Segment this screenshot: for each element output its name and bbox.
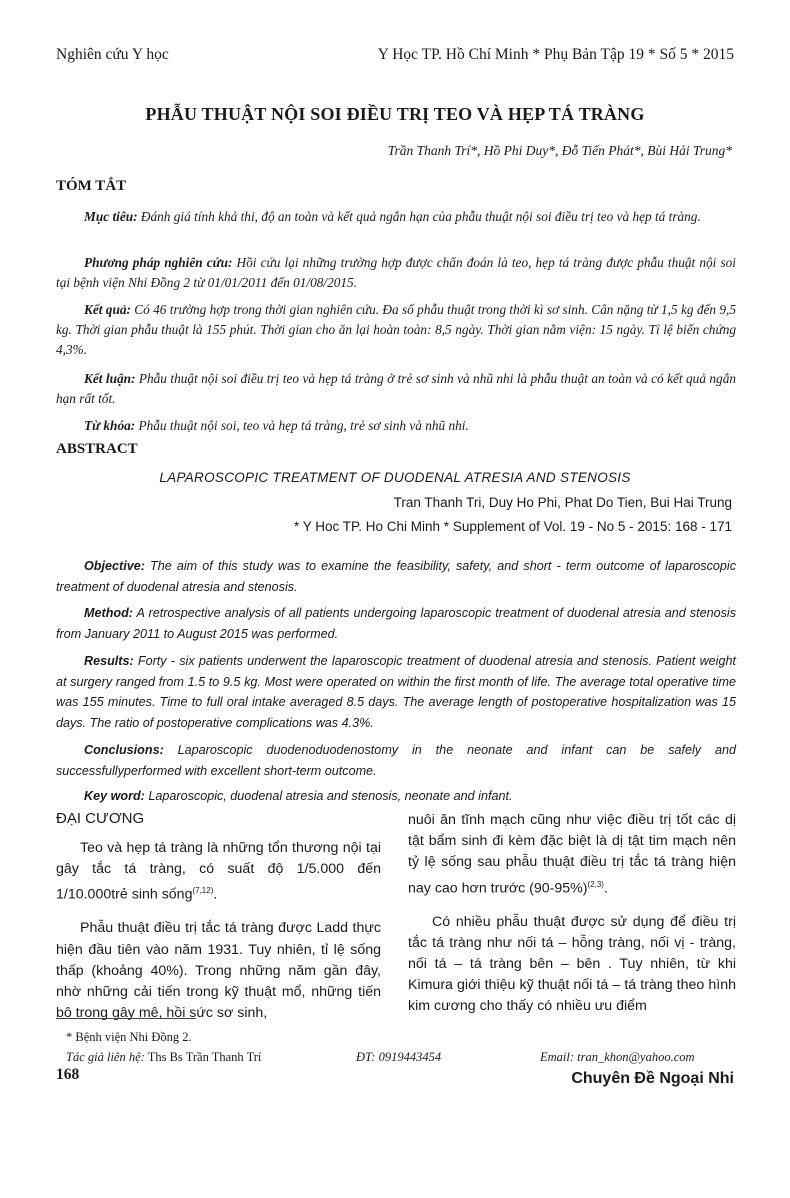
intro-p1-text: Teo và hẹp tá tràng là những tổn thương nội tại gây tắc tá tràng, có suất độ 1/5.000 đến 1/10.000trẻ sinh sống xyxy=(56,840,381,904)
contact-name: Ths Bs Trần Thanh Trí xyxy=(144,1050,262,1064)
abstract-keywords-label: Key word: xyxy=(84,789,145,803)
abstract-method-label: Method: xyxy=(84,606,133,620)
intro-p1-end: . xyxy=(213,887,218,904)
objective-text: Đánh giá tính khả thi, độ an toàn và kết quả ngắn hạn của phẫu thuật nội soi điều trị teo và hẹp tá tràng. xyxy=(137,209,701,224)
running-header-right: Y Học TP. Hồ Chí Minh * Phụ Bản Tập 19 * Số 5 * 2015 xyxy=(377,46,734,63)
intro-paragraph xyxy=(56,838,381,906)
intro-paragraph: Có nhiều phẫu thuật được sử dụng để điều trị tắc tá tràng như nối tá – hỗng tràng, nối vị - tràng, nối tá – tá tràng bên – bên . Tuy nhiên, từ khi Kimura giới thiệu kỹ thuật nối tá – tá tràng theo hình kim cương cho thấy có nhiều ưu điểm xyxy=(408,913,736,1015)
page-number: 168 xyxy=(56,1066,80,1083)
intro-p3-text: nuôi ăn tĩnh mạch cũng như việc điều trị tốt các dị tật bẩm sinh đi kèm đặc biệt là dị tật tim mạch nên tỷ lệ sống sau phẫu thuật điều trị tắc tá tràng hiện nay cao hơn trước (90-95%) xyxy=(408,812,736,897)
abstract-objective xyxy=(56,556,736,597)
abstract-results-label: Results: xyxy=(84,654,134,668)
author-list: Trần Thanh Trí*, Hồ Phi Duy*, Đỗ Tiến Phát*, Bùi Hải Trung* xyxy=(387,143,732,158)
journal-section: Chuyên Đề Ngoại Nhi xyxy=(571,1070,734,1087)
abstract-keywords xyxy=(56,786,736,807)
summary-method xyxy=(56,253,736,293)
left-column xyxy=(56,838,381,1036)
results-label: Kết quả: xyxy=(84,302,131,317)
abstract-results-text: Forty - six patients underwent the laparoscopic treatment of duodenal atresia and stenosis. Patient weight at surgery ranged from 1.5 to 9.5 kg. Most were operated on within the first month of life. The average total operative time was 155 minutes. Time to full oral intake averaged 8.5 days. The average length of postoperative hospitalization was 15 days. The ratio of postoperative complications was 4.3%. xyxy=(56,654,736,730)
footnote-divider xyxy=(56,1018,196,1019)
abstract-heading: ABSTRACT xyxy=(56,441,138,457)
abstract-conclusion-label: Conclusions: xyxy=(84,743,164,757)
abstract-objective-text: The aim of this study was to examine the feasibility, safety, and short - term outcome of laparoscopic treatment of duodenal atresia and stenosis. xyxy=(56,559,736,594)
abstract-method xyxy=(56,603,736,644)
intro-paragraph xyxy=(408,810,736,900)
intro-p3-end: . xyxy=(603,880,608,897)
summary-conclusion xyxy=(56,369,736,409)
contact-label: Tác giả liên hệ: xyxy=(66,1050,145,1064)
summary-results xyxy=(56,300,736,360)
abstract-method-text: A retrospective analysis of all patients undergoing laparoscopic treatment of duodenal atresia and stenosis from January 2011 to August 2015 was performed. xyxy=(56,606,736,641)
summary-objective xyxy=(56,207,736,227)
objective-label: Mục tiêu: xyxy=(84,209,138,224)
abstract-citation: * Y Hoc TP. Ho Chi Minh * Supplement of Vol. 19 - No 5 - 2015: 168 - 171 xyxy=(293,519,732,534)
conclusion-label: Kết luận: xyxy=(84,371,136,386)
method-label: Phương pháp nghiên cứu: xyxy=(84,255,233,270)
summary-keywords xyxy=(56,416,736,436)
abstract-authors: Tran Thanh Tri, Duy Ho Phi, Phat Do Tien, Bui Hai Trung xyxy=(393,495,732,510)
abstract-title: LAPAROSCOPIC TREATMENT OF DUODENAL ATRESIA AND STENOSIS xyxy=(159,470,631,485)
keywords-label: Từ khóa: xyxy=(84,418,136,433)
abstract-keywords-text: Laparoscopic, duodenal atresia and stenosis, neonate and infant. xyxy=(144,789,513,803)
intro-heading: ĐẠI CƯƠNG xyxy=(56,810,145,827)
conclusion-text: Phẫu thuật nội soi điều trị teo và hẹp tá tràng ở trẻ sơ sinh và nhũ nhi là phẫu thuật an toàn và có kết quả ngắn hạn rất tốt. xyxy=(56,371,736,406)
footnote-phone: ĐT: 0919443454 xyxy=(356,1050,442,1064)
footnote-contact xyxy=(66,1050,261,1065)
intro-paragraph: Phẫu thuật điều trị tắc tá tràng được Ladd thực hiện đầu tiên vào năm 1931. Tuy nhiên, tỉ lệ sống thấp (khoảng 40%). Trong những năm gần đây, nhờ những cải tiến trong kỹ thuật mổ, những tiến bộ trong gây mê, hồi sức sơ sinh, xyxy=(56,920,381,1022)
abstract-conclusion-text: Laparoscopic duodenoduodenostomy in the neonate and infant can be safely and successfullyperformed with excellent short-term outcome. xyxy=(56,743,736,778)
right-column xyxy=(408,810,736,1030)
article-title: PHẪU THUẬT NỘI SOI ĐIỀU TRỊ TEO VÀ HẸP TÁ TRÀNG xyxy=(145,104,645,124)
keywords-text: Phẫu thuật nội soi, teo và hẹp tá tràng, trẻ sơ sinh và nhũ nhi. xyxy=(135,418,469,433)
results-text: Có 46 trường hợp trong thời gian nghiên cứu. Đa số phẫu thuật trong thời kì sơ sinh. Cân nặng từ 1,5 kg đến 9,5 kg. Thời gian phẫu thuật là 155 phút. Thời gian cho ăn lại hoàn toàn: 8,5 ngày. Thời gian nằm viện: 15 ngày. Tỉ lệ biến chứng 4,3%. xyxy=(56,302,736,357)
footnote-hospital: * Bệnh viện Nhi Đồng 2. xyxy=(66,1030,192,1044)
abstract-objective-label: Objective: xyxy=(84,559,145,573)
running-header-left: Nghiên cứu Y học xyxy=(56,46,169,63)
summary-heading: TÓM TẮT xyxy=(56,178,127,194)
abstract-conclusion xyxy=(56,740,736,781)
citation-ref: (2,3) xyxy=(587,879,604,889)
abstract-results xyxy=(56,651,736,733)
method-text: Hồi cứu lại những trường hợp được chẩn đoán là teo, hẹp tá tràng được phẫu thuật nội soi tại bệnh viện Nhi Đồng 2 từ 01/01/2011 đến 01/08/2015. xyxy=(56,255,736,290)
citation-ref: (7,12) xyxy=(192,886,214,896)
footnote-email: Email: tran_khon@yahoo.com xyxy=(540,1050,695,1064)
